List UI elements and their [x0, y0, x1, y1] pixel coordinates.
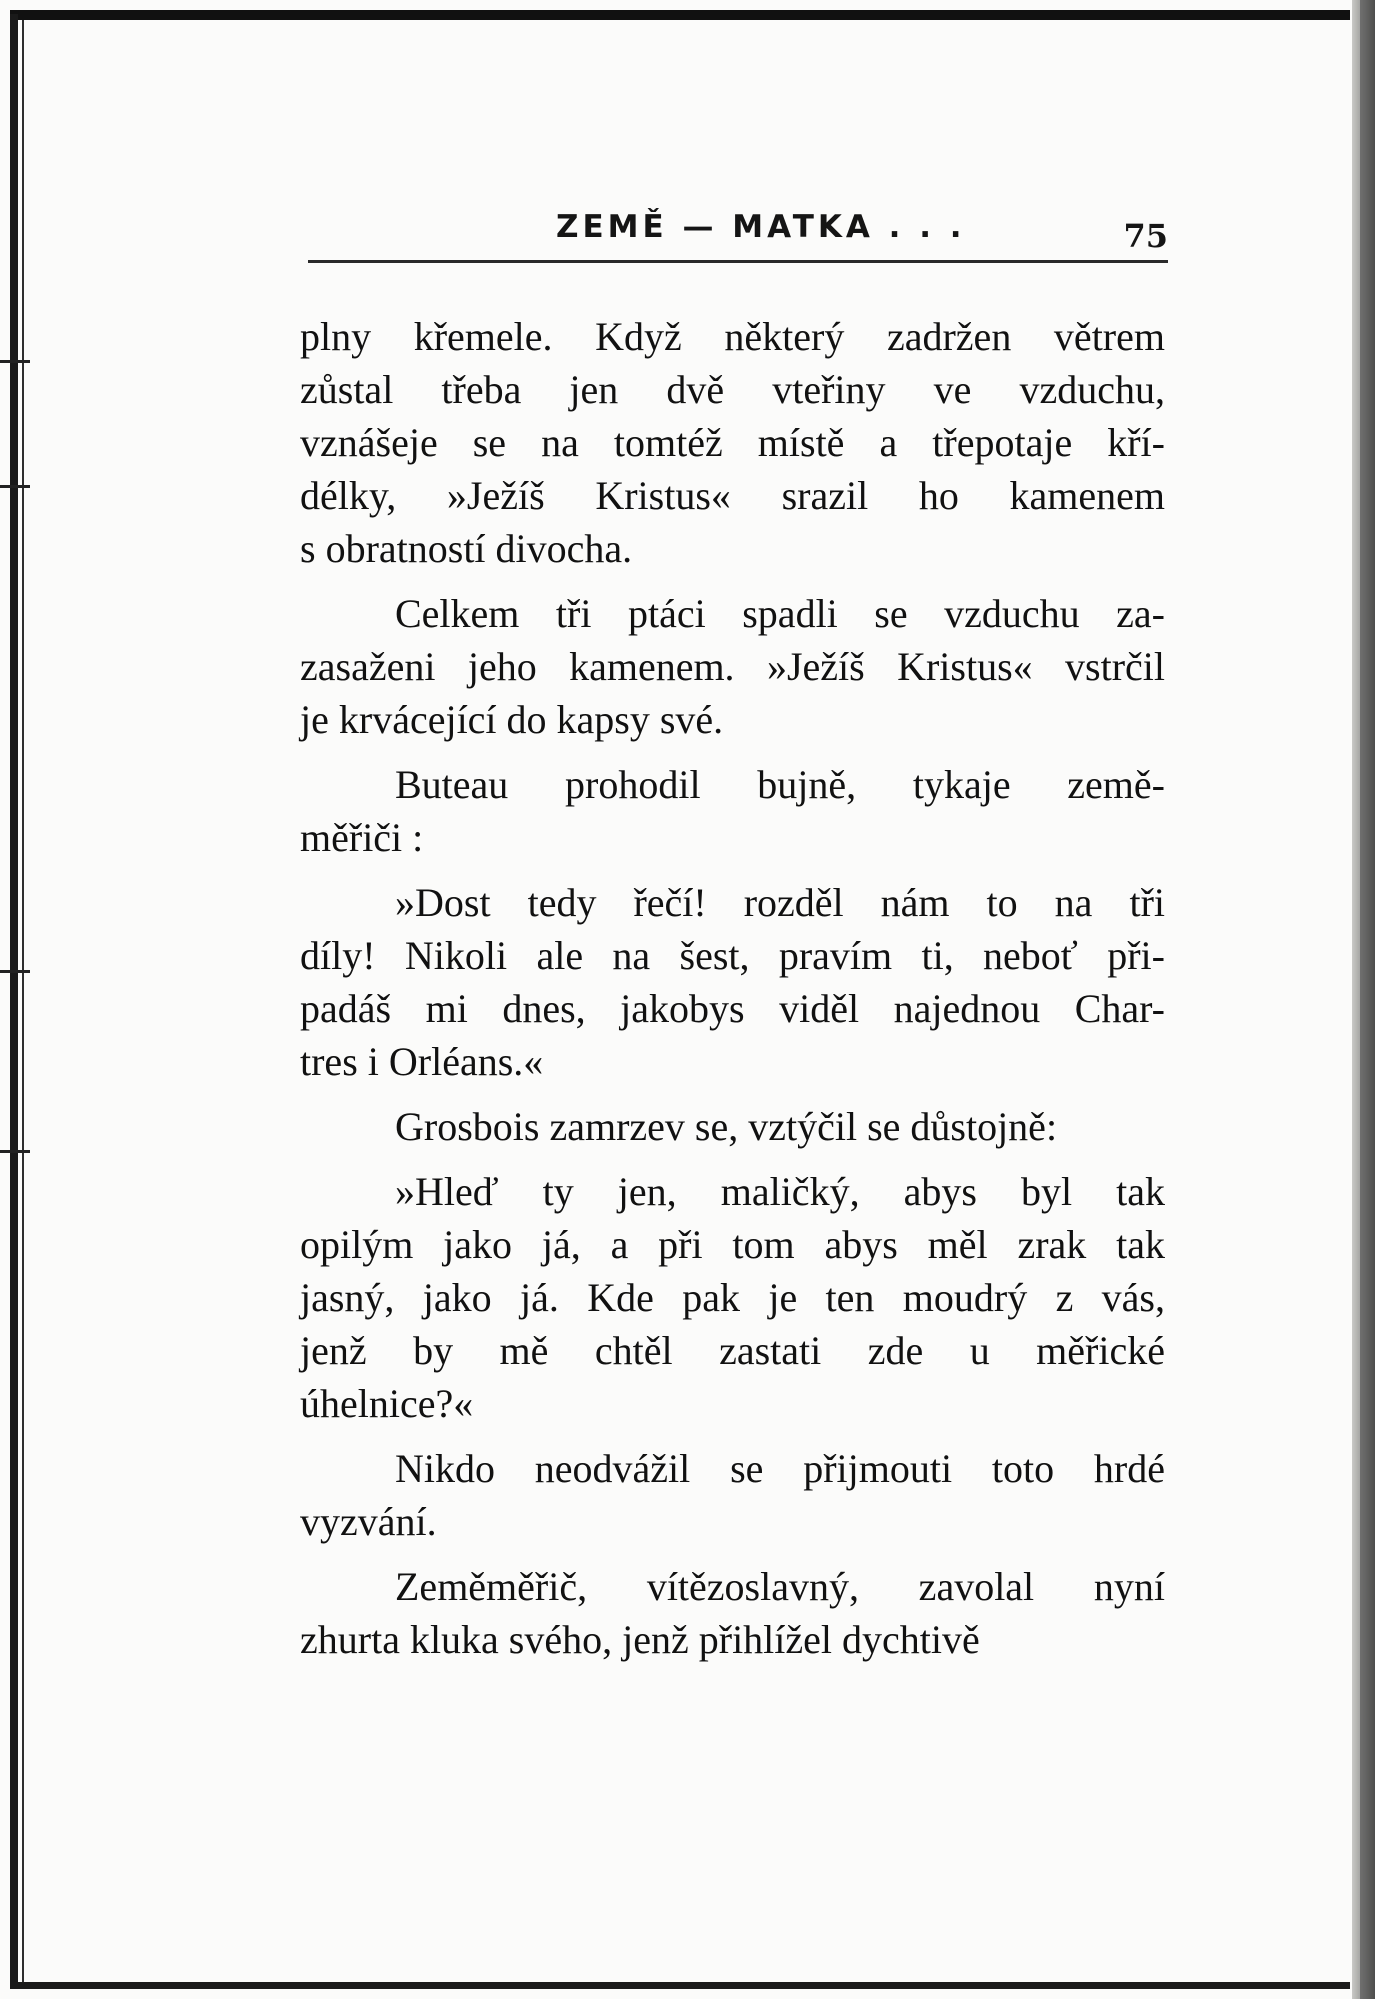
text-line: Celkem tři ptáci spadli se vzduchu za- — [395, 591, 1165, 636]
paragraph — [300, 1100, 1165, 1153]
text-line: Nikdo neodvážil se přijmouti toto hrdé — [395, 1446, 1165, 1491]
paragraph — [300, 310, 1165, 575]
paragraph — [300, 587, 1165, 746]
text-line: jasný, jako já. Kde pak je ten moudrý z vás, — [300, 1275, 1165, 1320]
paragraph — [300, 1442, 1165, 1548]
text-line: »Dost tedy řečí! rozděl nám to na tři — [395, 880, 1165, 925]
scan-edge-bottom — [10, 1982, 1350, 1989]
text-line: zhurta kluka svého, jenž přihlížel dychtivě — [300, 1617, 980, 1662]
text-line: délky, »Ježíš Kristus« srazil ho kamenem — [300, 473, 1165, 518]
text-line: úhelnice?« — [300, 1381, 474, 1426]
paragraph — [300, 758, 1165, 864]
text-line: zůstal třeba jen dvě vteřiny ve vzduchu, — [300, 367, 1165, 412]
text-line: jenž by mě chtěl zastati zde u měřické — [300, 1328, 1165, 1373]
scan-edge-left — [10, 14, 18, 1989]
paragraph-gap — [300, 1430, 1165, 1442]
paragraph — [300, 876, 1165, 1088]
page-number: 75 — [1123, 217, 1168, 255]
page-header — [308, 205, 1168, 255]
paragraph-gap — [300, 1153, 1165, 1165]
body-text — [300, 310, 1165, 1666]
paragraph-gap — [300, 1548, 1165, 1560]
paragraph-gap — [300, 864, 1165, 876]
paragraph-gap — [300, 1088, 1165, 1100]
text-line: plny křemele. Když některý zadržen větrem — [300, 314, 1165, 359]
text-line: Zeměměřič, vítězoslavný, zavolal nyní — [395, 1564, 1165, 1609]
paragraph-gap — [300, 746, 1165, 758]
text-line: vyzvání. — [300, 1499, 437, 1544]
text-line: tres i Orléans.« — [300, 1039, 544, 1084]
scan-edge-right-shadow — [1360, 0, 1375, 1999]
text-line: Grosbois zamrzev se, vztýčil se důstojně: — [395, 1104, 1058, 1149]
text-line: Buteau prohodil bujně, tykaje země- — [395, 762, 1165, 807]
header-rule — [308, 260, 1168, 263]
text-line: měřiči : — [300, 815, 424, 860]
text-line: vznášeje se na tomtéž místě a třepotaje kří- — [300, 420, 1165, 465]
text-line: s obratností divocha. — [300, 526, 633, 571]
text-line: je krvácející do kapsy své. — [300, 697, 724, 742]
paragraph — [300, 1560, 1165, 1666]
paragraph — [300, 1165, 1165, 1430]
paragraph-gap — [300, 575, 1165, 587]
running-title: ZEMĚ — MATKA . . . — [556, 209, 966, 245]
scan-tick-mark — [0, 970, 30, 973]
scan-tick-mark — [0, 1150, 30, 1153]
text-line: »Hleď ty jen, maličký, abys byl tak — [395, 1169, 1165, 1214]
scan-tick-mark — [0, 485, 30, 488]
text-line: opilým jako já, a při tom abys měl zrak tak — [300, 1222, 1165, 1267]
text-line: zasaženi jeho kamenem. »Ježíš Kristus« vstrčil — [300, 644, 1165, 689]
scan-tick-mark — [0, 360, 30, 363]
text-line: padáš mi dnes, jakobys viděl najednou Char- — [300, 986, 1165, 1031]
scan-edge-left-inner — [22, 20, 24, 1985]
scan-edge-top — [10, 10, 1350, 20]
text-line: díly! Nikoli ale na šest, pravím ti, neboť při- — [300, 933, 1165, 978]
